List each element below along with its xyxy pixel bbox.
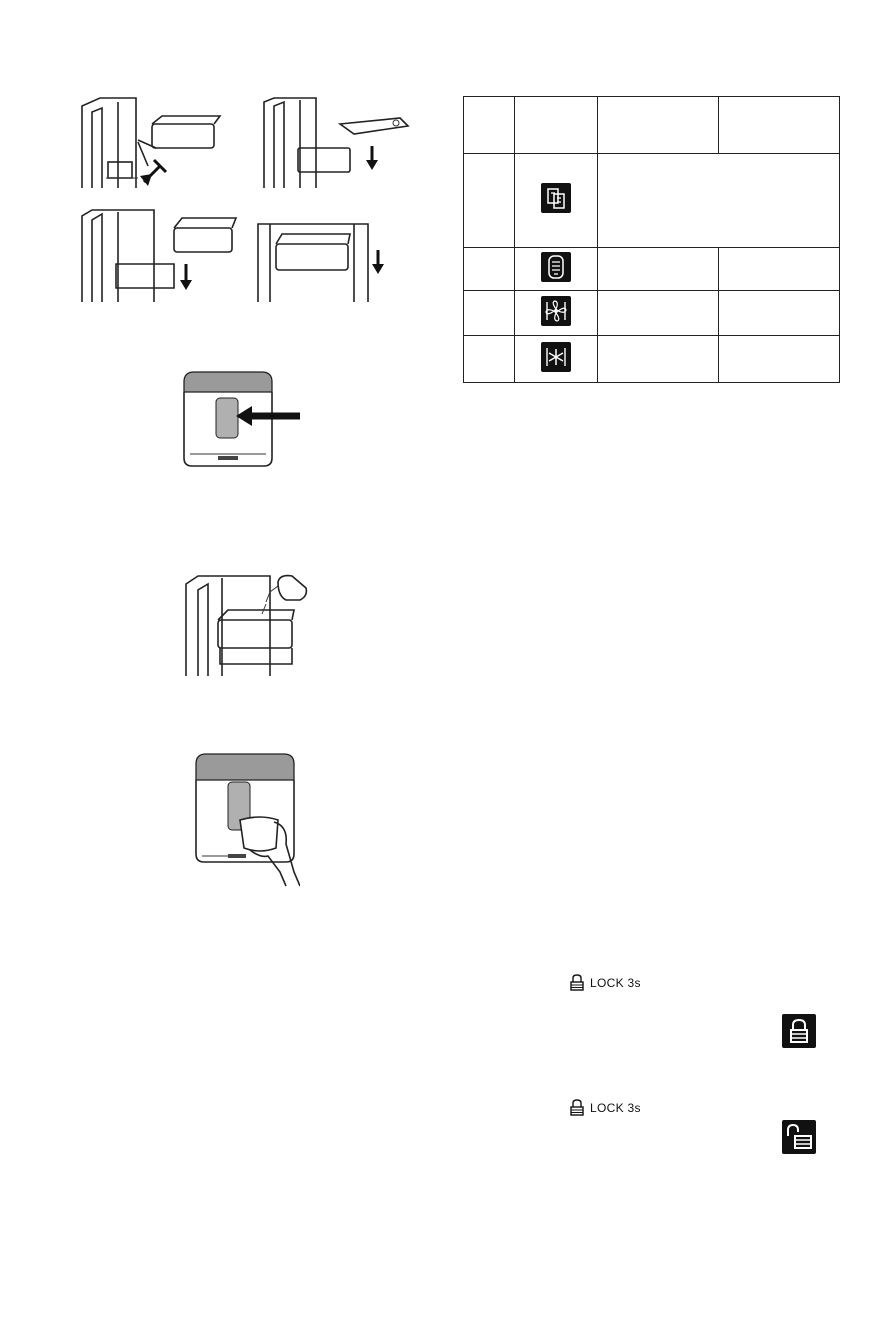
table-cell [598, 248, 719, 291]
table-cell [719, 336, 840, 383]
panel-remove-bin [82, 210, 236, 302]
sabbath-mode-icon [541, 252, 571, 282]
table-cell [515, 291, 598, 336]
table-cell [464, 291, 515, 336]
table-row [464, 336, 840, 383]
dispense-cup-figure [194, 752, 300, 888]
fan-mode-icon [541, 296, 571, 326]
lock-3s-label: LOCK 3s [590, 976, 641, 990]
table-cell [598, 291, 719, 336]
table-cell [719, 97, 840, 154]
table-cell [515, 97, 598, 154]
fill-reservoir-figure [182, 556, 314, 678]
door-bin-removal-figure [78, 96, 418, 308]
table-cell [464, 248, 515, 291]
table-row [464, 154, 840, 248]
table-cell [464, 154, 515, 248]
table-cell [464, 97, 515, 154]
table-cell [598, 97, 719, 154]
table-row [464, 248, 840, 291]
padlock-icon [568, 1099, 586, 1117]
lock-label-row-2 [568, 1098, 641, 1118]
table-cell [719, 291, 840, 336]
mode-table [463, 96, 840, 383]
table-cell [598, 154, 840, 248]
table-cell [515, 154, 598, 248]
fast-freeze-icon [541, 342, 571, 372]
table-row [464, 291, 840, 336]
table-cell [515, 248, 598, 291]
table-header-row [464, 97, 840, 154]
table-cell [598, 336, 719, 383]
table-cell [719, 248, 840, 291]
panel-remove-cover [264, 98, 408, 188]
table-cell [515, 336, 598, 383]
unlocked-status-icon [782, 1120, 816, 1154]
locked-status-icon [782, 1014, 816, 1048]
vacation-mode-icon [541, 183, 571, 213]
panel-door-shelf [258, 224, 384, 302]
lock-3s-label: LOCK 3s [590, 1101, 641, 1115]
padlock-icon [568, 974, 586, 992]
lock-label-row-1 [568, 973, 641, 993]
table-cell [464, 336, 515, 383]
dispenser-arrow-figure [180, 370, 312, 470]
panel-remove-ice-bin [82, 98, 220, 188]
